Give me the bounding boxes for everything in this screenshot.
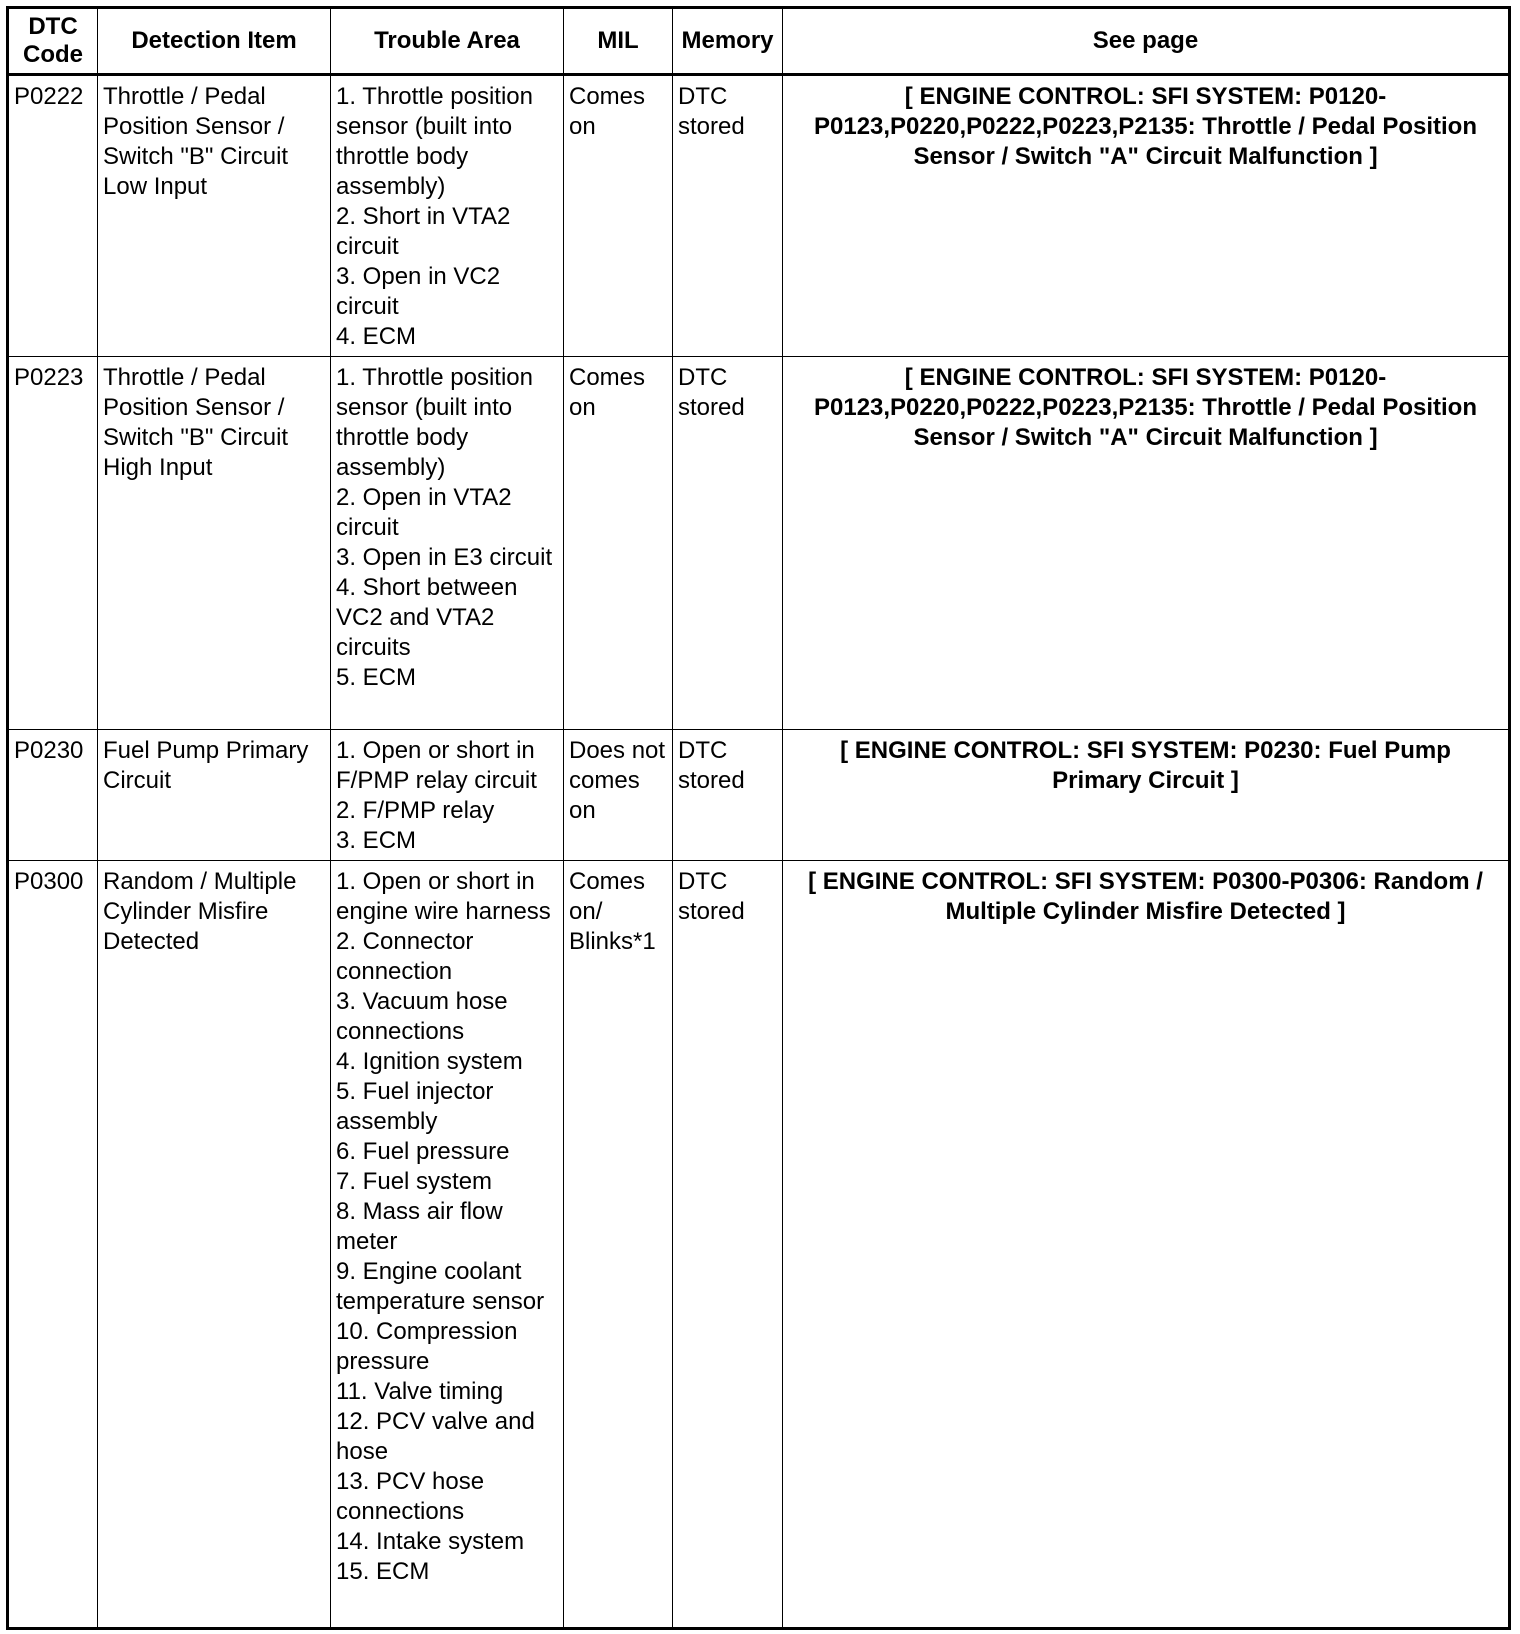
header-trouble-area: Trouble Area — [331, 8, 564, 75]
trouble-area-item: 7. Fuel system — [336, 1168, 493, 1195]
header-memory: Memory — [673, 8, 783, 75]
header-dtc-code: DTC Code — [8, 8, 98, 75]
trouble-area-item: 12. PCV valve and hose — [336, 1408, 535, 1465]
trouble-area-item: 6. Fuel pressure — [336, 1138, 510, 1165]
dtc-code-cell: P0230 — [8, 730, 98, 861]
table-header — [8, 8, 1510, 75]
detection-item-cell: Fuel Pump Primary Circuit — [98, 730, 331, 861]
trouble-area-item: 4. Ignition system — [336, 1048, 523, 1075]
dtc-table — [6, 6, 1511, 1630]
trouble-area-item: 3. ECM — [336, 827, 417, 854]
trouble-area-item: 15. ECM — [336, 1558, 430, 1585]
trouble-area-item: 11. Valve timing — [336, 1378, 504, 1405]
trouble-area-item: 2. F/PMP relay — [336, 797, 495, 824]
detection-item-cell: Throttle / Pedal Position Sensor / Switch "B" Circuit High Input — [98, 357, 331, 730]
dtc-code-cell: P0222 — [8, 75, 98, 357]
trouble-area-cell — [331, 75, 564, 357]
detection-item-cell: Throttle / Pedal Position Sensor / Switch "B" Circuit Low Input — [98, 75, 331, 357]
header-row — [8, 8, 1510, 75]
trouble-area-item: 9. Engine coolant temperature sensor — [336, 1258, 545, 1315]
trouble-area-item: 3. Vacuum hose connections — [336, 988, 508, 1045]
trouble-area-item: 3. Open in E3 circuit — [336, 544, 553, 571]
table-row — [8, 861, 1510, 1629]
table-row — [8, 730, 1510, 861]
memory-cell: DTC stored — [673, 730, 783, 861]
mil-cell: Comes on — [564, 357, 673, 730]
trouble-area-item: 1. Open or short in engine wire harness — [336, 868, 551, 925]
memory-cell: DTC stored — [673, 357, 783, 730]
trouble-area-cell — [331, 730, 564, 861]
trouble-area-item: 4. Short between VC2 and VTA2 circuits — [336, 574, 518, 661]
trouble-area-item: 2. Open in VTA2 circuit — [336, 484, 512, 541]
table-body — [8, 75, 1510, 1629]
header-see-page: See page — [783, 8, 1510, 75]
memory-cell: DTC stored — [673, 75, 783, 357]
trouble-area-item: 8. Mass air flow meter — [336, 1198, 503, 1255]
see-page-link[interactable]: [ ENGINE CONTROL: SFI SYSTEM: P0120-P0123,P0220,P0222,P0223,P2135: Throttle / Pedal Position Sensor / Switch "A" Circuit Malfunction ] — [783, 75, 1510, 357]
dtc-code-cell: P0223 — [8, 357, 98, 730]
trouble-area-item: 14. Intake system — [336, 1528, 525, 1555]
trouble-area-item: 1. Throttle position sensor (built into throttle body assembly) — [336, 364, 534, 481]
trouble-area-item: 3. Open in VC2 circuit — [336, 263, 501, 320]
detection-item-cell: Random / Multiple Cylinder Misfire Detected — [98, 861, 331, 1629]
see-page-link[interactable]: [ ENGINE CONTROL: SFI SYSTEM: P0300-P0306: Random / Multiple Cylinder Misfire Detected ] — [783, 861, 1510, 1629]
mil-cell: Does not comes on — [564, 730, 673, 861]
trouble-area-item: 10. Compression pressure — [336, 1318, 518, 1375]
table-row — [8, 357, 1510, 730]
see-page-link[interactable]: [ ENGINE CONTROL: SFI SYSTEM: P0120-P0123,P0220,P0222,P0223,P2135: Throttle / Pedal Position Sensor / Switch "A" Circuit Malfunction ] — [783, 357, 1510, 730]
header-detection-item: Detection Item — [98, 8, 331, 75]
trouble-area-item: 1. Open or short in F/PMP relay circuit — [336, 737, 537, 794]
memory-cell: DTC stored — [673, 861, 783, 1629]
dtc-table-sheet — [6, 6, 1511, 1630]
trouble-area-item: 5. ECM — [336, 664, 417, 691]
trouble-area-cell — [331, 357, 564, 730]
see-page-link[interactable]: [ ENGINE CONTROL: SFI SYSTEM: P0230: Fuel Pump Primary Circuit ] — [783, 730, 1510, 861]
table-row — [8, 75, 1510, 357]
trouble-area-item: 1. Throttle position sensor (built into throttle body assembly) — [336, 83, 534, 200]
trouble-area-item: 2. Connector connection — [336, 928, 474, 985]
trouble-area-item: 2. Short in VTA2 circuit — [336, 203, 511, 260]
header-mil: MIL — [564, 8, 673, 75]
trouble-area-item: 13. PCV hose connections — [336, 1468, 485, 1525]
mil-cell: Comes on — [564, 75, 673, 357]
trouble-area-item: 5. Fuel injector assembly — [336, 1078, 494, 1135]
dtc-code-cell: P0300 — [8, 861, 98, 1629]
trouble-area-item: 4. ECM — [336, 323, 417, 350]
mil-cell: Comes on/ Blinks*1 — [564, 861, 673, 1629]
trouble-area-cell — [331, 861, 564, 1629]
